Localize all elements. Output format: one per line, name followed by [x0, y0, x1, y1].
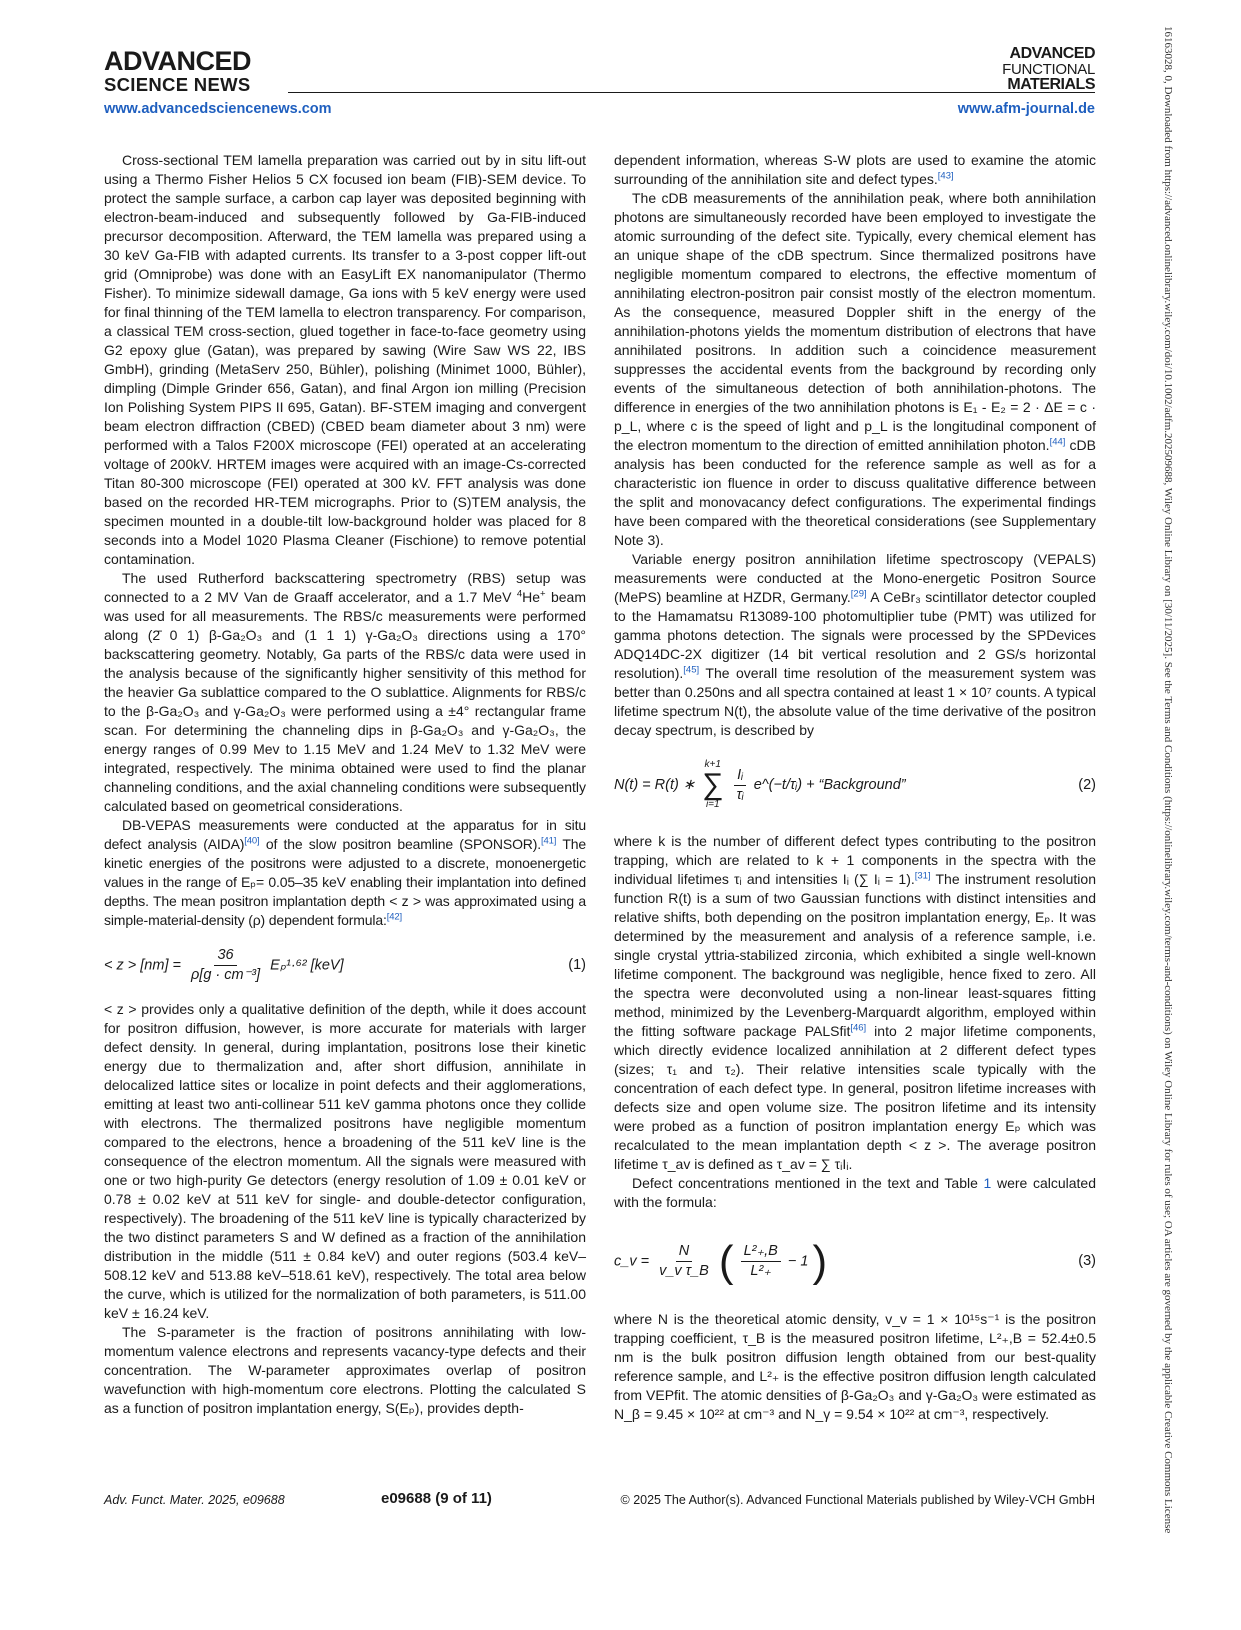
equation-3 — [614, 1218, 1096, 1304]
ref-42[interactable]: [42] — [386, 911, 402, 923]
footer-copyright: © 2025 The Author(s). Advanced Functional Materials published by Wiley-VCH GmbH — [620, 1493, 1095, 1507]
fit-text-c: into 2 major lifetime components, which directly evidence localized annihilation at 2 different defect types (sizes; τ₁ and τ₂). Their relative intensities scale typically with the concentration of each defect type. In general, positron lifetime increases with defects size and open volume size. The positron lifetime and its intensity were probed as a function of positron implantation energy Eₚ which was recalculated to the mean implantation depth < z >. The average positron lifetime τ_av is defined as τ_av = ∑ τᵢIᵢ. — [614, 1023, 1096, 1172]
right-column — [614, 151, 1096, 1424]
eq2-rhs: + “Background” — [806, 776, 906, 793]
eq3-minus-one: − 1 — [787, 1252, 809, 1269]
eq3-right-paren: ) — [812, 1236, 828, 1286]
advancedsciencenews-link[interactable]: www.advancedsciencenews.com — [104, 101, 332, 117]
advanced-science-news-logo — [104, 48, 251, 95]
equation-1-body — [104, 946, 344, 985]
eq1-lhs: < z > [nm] = — [104, 956, 181, 973]
paragraph-depth-dependent — [614, 151, 1096, 189]
defect-text-b: were calculated with the formula: — [614, 1175, 1096, 1210]
rbs-text-a: The used Rutherford backscattering spectrometry (RBS) setup was connected to a 2 MV Van de Graaff accelerator, and a 1.7 MeV — [104, 570, 586, 605]
logo-line-materials: MATERIALS — [1007, 76, 1095, 93]
eq1-rhs: Eₚ¹·⁶² [keV] — [270, 956, 344, 973]
equation-1 — [104, 936, 586, 994]
sideband-text: 16163028, 0, Downloaded from https://advanced.onlinelibrary.wiley.com/doi/10.1002/adfm.202509688, Wiley Online Library on [30/11/2025]. See the Terms and Conditions (https://onlinelibrary.wiley.com/terms-and-conditions) on Wiley Online Library for rules of use; OA articles are governed by the applicable Creative Commons License — [1162, 26, 1174, 1534]
eq2-denominator: τᵢ — [736, 786, 744, 803]
eq3-inner-numerator: L²₊,B — [741, 1242, 781, 1262]
ref-29[interactable]: [29] — [850, 588, 867, 600]
ref-41[interactable]: [41] — [541, 835, 557, 847]
dbvepas-text-c: The kinetic energies of the positrons were adjusted to a discrete, monoenergetic values in the range of Eₚ= 0.05–35 keV enabling their implantation into defined depths. The mean positron implantation depth < z > was approximated using a simple-material-density (ρ) dependent formula: — [104, 836, 586, 928]
dbvepas-text-b: of the slow positron beamline (SPONSOR). — [259, 836, 542, 852]
paragraph-db-vepas — [104, 816, 586, 930]
defect-text-a: Defect concentrations mentioned in the text and Table — [632, 1175, 984, 1191]
eq3-inner-fraction — [741, 1242, 781, 1281]
afm-journal-link[interactable]: www.afm-journal.de — [957, 101, 1095, 117]
paragraph-depth-definition: < z > provides only a qualitative definition of the depth, while it does account for positron diffusion, however, is more accurate for materials with larger defect density. In general, during implantation, positrons lose their kinetic energy due to thermalization and, after short diffusion, annihilate in delocalized lattice sites or localize in point defects and their agglomerations, emitting at least two anti-collinear 511 keV gamma photons once they collide with electrons. The thermalized positrons have negligible momentum compared to the electrons, hence a broadening of the 511 keV line is the consequence of the electron momentum. All the signals were measured with one or two high-purity Ge detectors (energy resolution of 1.09 ± 0.01 keV or 0.78 ± 0.02 keV at 511 keV for single- and double-detector configuration, respectively). The broadening of the 511 keV line is typically characterized by the two distinct parameters S and W defined as a fraction of the annihilation distribution in the middle (511 ± 0.84 keV) and outer regions (503.4 keV–508.12 keV and 513.88 keV–518.61 keV), respectively. The total area below the curve, which is utilized for the normalization of both parameters, is 511.00 keV ± 16.24 keV. — [104, 1001, 586, 1321]
ref-46[interactable]: [46] — [850, 1022, 867, 1034]
fit-text-b: The instrument resolution function R(t) is a sum of two Gaussian functions with distinct intensities and relative shifts, both depending on the positron implantation energy, Eₚ. It was determined by the measurement and analysis of a reference sample, i.e. single crystal yttria-stabilized zirconia, which exhibited a single well-known lifetime component. The background was negligible, hence fixed to zero. All the spectra were deconvoluted using a non-linear least-squares fitting method, minimized by the Levenberg-Marquardt algorithm, employed within the fitting software package PALSfit — [614, 871, 1096, 1039]
equation-2-number: (2) — [1078, 776, 1096, 793]
logo-line-functional: FUNCTIONAL — [1002, 61, 1095, 78]
eq2-lower-limit: i=1 — [705, 799, 720, 810]
ref-40[interactable]: [40] — [244, 835, 260, 847]
rbs-sup-4: 4 — [516, 588, 523, 600]
eq3-numerator: N — [676, 1242, 692, 1262]
eq3-inner-denominator: L²₊ — [750, 1262, 771, 1279]
vepals-text-a: Variable energy positron annihilation lifetime spectroscopy (VEPALS) measurements were conducted at the Mono-energetic Positron Source (MePS) beamline at HZDR, Germany. — [614, 551, 1096, 605]
eq2-sigma: ∑ — [702, 768, 724, 801]
paragraph-defect-concentrations — [614, 1174, 1096, 1212]
eq3-left-paren: ( — [718, 1236, 734, 1286]
paragraph-lifetime-fit — [614, 832, 1096, 1174]
ref-45[interactable]: [45] — [683, 664, 700, 676]
equation-1-number: (1) — [568, 956, 586, 973]
rbs-text-he: He — [522, 589, 541, 605]
paragraph-atomic-density: where N is the theoretical atomic density, v_v = 1 × 10¹⁵s⁻¹ is the positron trapping coefficient, τ_B is the measured positron lifetime, L²₊,B = 52.4±0.5 nm is the bulk positron diffusion length obtained from our best-quality reference sample, and L²₊ is the effective positron diffusion length calculated from VEPfit. The atomic densities of β-Ga₂O₃ and γ-Ga₂O₃ were estimated as N_β = 9.45 × 10²² at cm⁻³ and N_γ = 9.54 × 10²² at cm⁻³, respectively. — [614, 1311, 1096, 1422]
logo-line-science-news: SCIENCE NEWS — [104, 74, 251, 95]
paragraph-s-parameter: The S-parameter is the fraction of positrons annihilating with low-momentum valence electrons and represents vacancy-type defects and their concentration. The W-parameter approximates overlap of positron wavefunction with high-momentum core electrons. Plotting the calculated S as a function of positron implantation energy, S(Eₚ), provides depth- — [104, 1324, 586, 1416]
eq3-lhs: c_v = — [614, 1252, 650, 1269]
ref-44[interactable]: [44] — [1049, 436, 1066, 448]
eq2-exponential: e^(−t/τᵢ) — [753, 776, 803, 793]
vepals-text-b: A CeBr₃ scintillator detector coupled to the Hamamatsu R13089-100 photomultiplier tube (PMT) was utilized for gamma photons detection. The signals were processed by the SPDevices ADQ14DC-2X digitizer (14 bit vertical resolution and 2 GS/s horizontal resolution). — [614, 589, 1096, 681]
eq1-fraction — [188, 946, 263, 985]
table-1-link[interactable]: 1 — [983, 1175, 992, 1191]
equation-3-number: (3) — [1078, 1252, 1096, 1269]
eq2-fraction — [733, 766, 746, 805]
eq2-numerator: Iᵢ — [734, 766, 746, 786]
paragraph-cdb — [614, 189, 1096, 550]
cdb-text-a: The cDB measurements of the annihilation peak, where both annihilation photons are simultaneously recorded have been employed to investigate the atomic surrounding of the defect site. Typically, every chemical element has an unique shape of the cDB spectrum. Since thermalized positrons have negligible momentum compared to electrons, the effective momentum of annihilating electron-positron pair consist mostly of the electron momentum. As the consequence, measured Doppler shift in the energy of the annihilation-photons yields the momentum distribution of electrons that have annihilated positrons. In addition such a coincidence measurement suppresses the accidental events from the background by recording only events of the simultaneous detection of both annihilation-photons. The difference in energies of the two annihilation photons is E₁ - E₂ = 2 · ΔE = c · p_L, where c is the speed of light and p_L is the longitudinal component of the electron momentum to the direction of emitted annihilation photon. — [614, 190, 1096, 453]
logo-line-advanced: ADVANCED — [104, 46, 252, 76]
paragraph-rbs — [104, 569, 586, 816]
footer-page-number: e09688 (9 of 11) — [381, 1490, 492, 1507]
eq3-denominator: v_v τ_B — [659, 1262, 709, 1279]
logo-line-advanced-right: ADVANCED — [1009, 45, 1095, 62]
vepals-text-c: The overall time resolution of the measurement system was better than 0.250ns and all spectra contained at least 1 × 10⁷ counts. A typical lifetime spectrum N(t), the absolute value of the time derivative of the positron decay spectrum, is described by — [614, 665, 1096, 738]
depth-text: dependent information, whereas S-W plots are used to examine the atomic surrounding of the annihilation site and defect types. — [614, 152, 1096, 187]
paragraph-tem-preparation: Cross-sectional TEM lamella preparation was carried out by in situ lift-out using a Thermo Fisher Helios 5 CX focused ion beam (FIB)-SEM device. To protect the sample surface, a carbon cap layer was deposited beginning with electron-beam-induced and subsequently followed by Ga-FIB-induced precursor decomposition. Afterward, the TEM lamella was prepared using a 30 keV Ga-FIB with adapted currents. Its transfer to a 3-post copper lift-out grid (Omniprobe) was done with an EasyLift EX nanomanipulator (Thermo Fisher). To minimize sidewall damage, Ga ions with 5 keV energy were used for final thinning of the TEM lamella to electron transparency. For comparison, a classical TEM cross-section, glued together in face-to-face geometry using G2 epoxy glue (Gatan), was prepared by sawing (Wire Saw WS 22, IBS GmbH), grinding (MetaServ 250, Bühler), polishing (Minimet 1000, Bühler), dimpling (Dimple Grinder 656, Gatan), and final Argon ion milling (Precision Ion Polishing System PIPS II 695, Gatan). BF-STEM imaging and convergent beam electron diffraction (CBED) (CBED beam diameter about 3 nm) were performed with a Talos F200X microscope (FEI) operated at an accelerating voltage of 200kV. HRTEM images were acquired with an image-Cs-corrected Titan 80-300 microscope (FEI) operated at 300 kV. FFT analysis was done based on the recorded HR-TEM micrographs. Prior to (S)TEM analysis, the specimen mounted in a double-tilt low-background holder was placed for 8 seconds into a Model 1020 Plasma Cleaner (Fischione) to remove potential contamination. — [104, 152, 586, 567]
equation-3-body — [614, 1236, 828, 1286]
left-column — [104, 151, 586, 1418]
rbs-sup-plus: + — [540, 588, 546, 600]
eq1-numerator: 36 — [214, 946, 236, 966]
equation-2-body — [614, 760, 906, 810]
equation-2 — [614, 742, 1096, 828]
ref-43[interactable]: [43] — [937, 170, 954, 182]
advanced-functional-materials-logo — [1002, 46, 1095, 93]
eq2-upper-limit: k+1 — [704, 759, 721, 770]
cdb-text-b: cDB analysis has been conducted for the reference sample as well as for a characteristic ion fluence in order to discuss qualitative difference between the split and monovacancy defect configurations. The experimental findings have been compared with the theoretical considerations (see Supplementary Note 3). — [614, 437, 1096, 548]
eq2-summation — [702, 760, 723, 810]
header-rule — [288, 92, 1095, 93]
rbs-text-c: beam was used for all measurements. The RBS/c measurements were performed along (2̄ 0 1) β-Ga₂O₃ and (1 1 1) γ-Ga₂O₃ directions using a 170° backscattering geometry. Notably, Ga parts of the RBS/c data were used in the analysis because of the significantly higher sensitivity of this method for the heavier Ga sublattice compared to the O sublattice. Alignments for RBS/c to the β-Ga₂O₃ and γ-Ga₂O₃ were performed using a ±4° rectangular frame scan. For determining the channeling dips in β-Ga₂O₃ and γ-Ga₂O₃, the energy ranges of 0.99 Mev to 1.15 MeV and 1.24 MeV to 1.32 MeV were integrated, respectively. The minima obtained were used to find the planar channeling conditions, and the axial channeling conditions were subsequently calculated based on geometrical considerations. — [104, 589, 586, 814]
dbvepas-text-a: DB-VEPAS measurements were conducted at the apparatus for in situ defect analysis (AIDA) — [104, 817, 586, 852]
eq1-denominator: ρ[g · cm⁻³] — [191, 966, 261, 983]
eq3-fraction — [656, 1242, 712, 1281]
fit-text-a: where k is the number of different defect types contributing to the positron trapping, which are related to k + 1 components in the spectra with the individual lifetimes τᵢ and intensities Iᵢ (∑ Iᵢ = 1). — [614, 833, 1096, 887]
ref-31[interactable]: [31] — [914, 870, 931, 882]
paragraph-vepals — [614, 550, 1096, 740]
download-sideband — [1158, 26, 1178, 1586]
footer-citation: Adv. Funct. Mater. 2025, e09688 — [104, 1493, 285, 1507]
eq2-lhs: N(t) = R(t) ∗ — [614, 776, 696, 793]
